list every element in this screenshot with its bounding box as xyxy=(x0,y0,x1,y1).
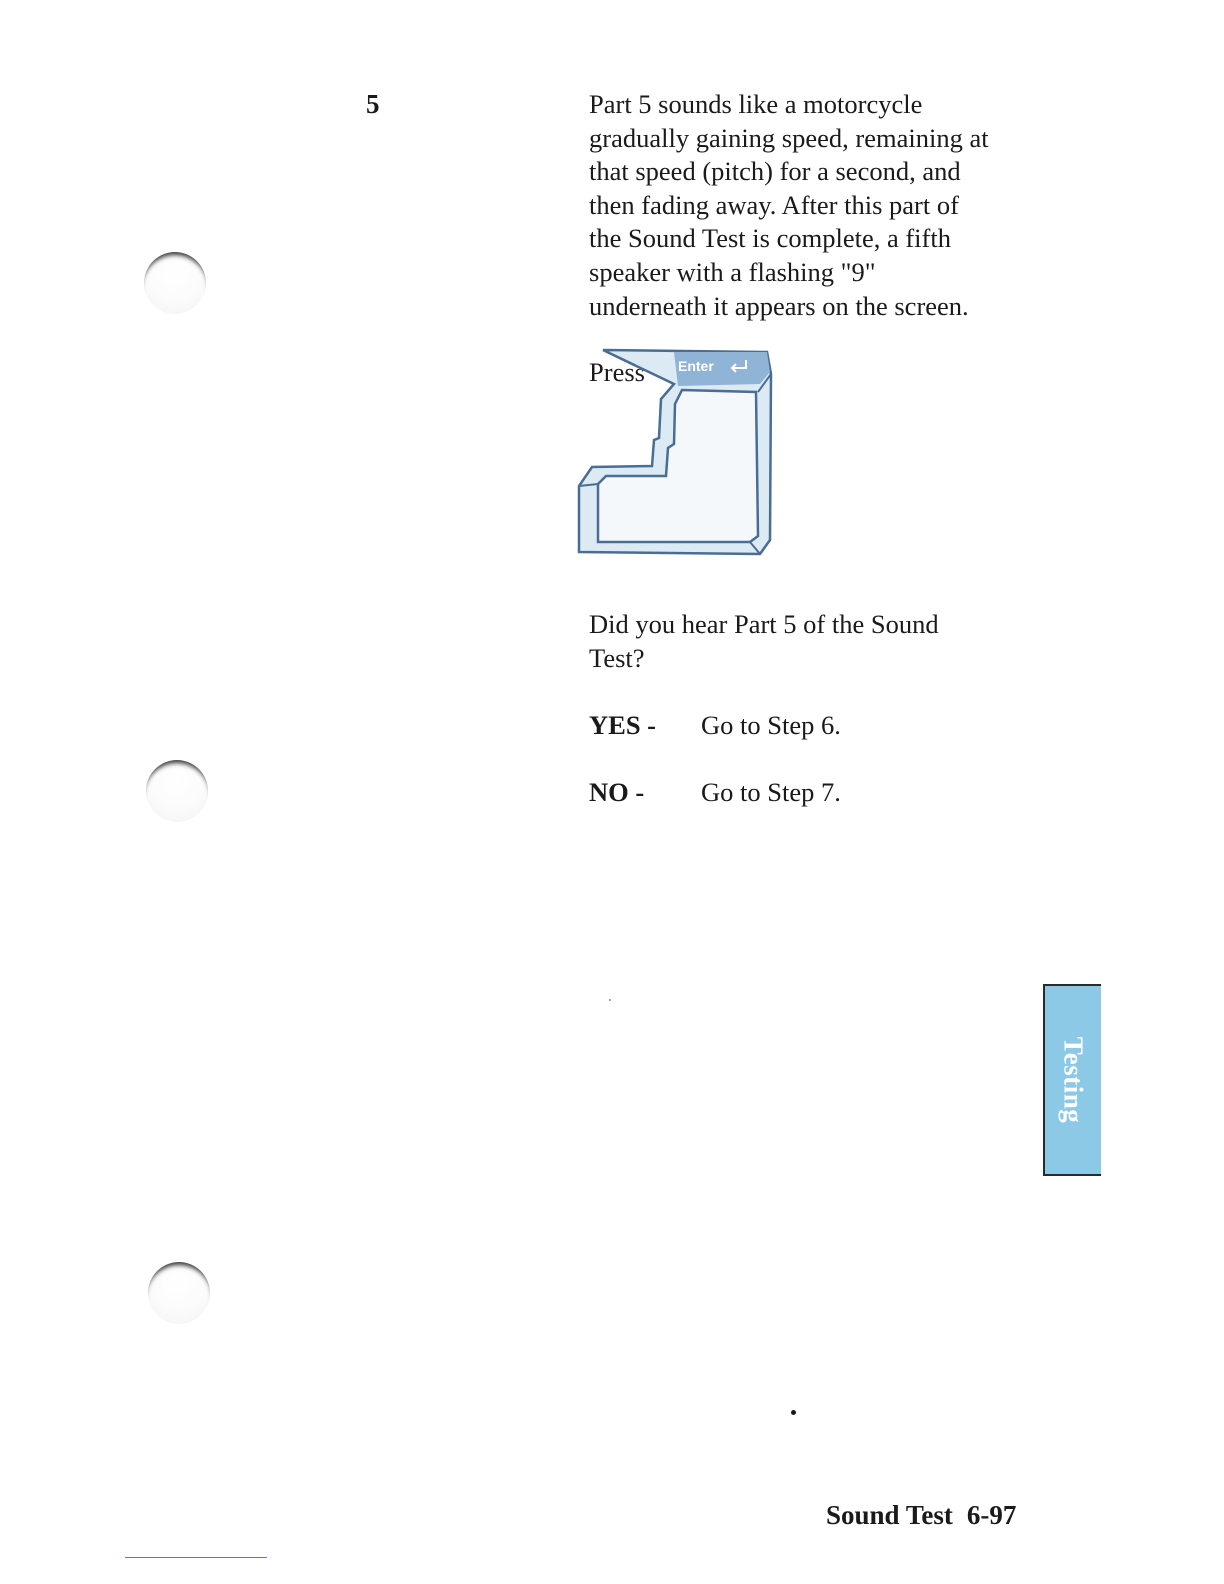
binder-hole-bottom xyxy=(148,1262,210,1324)
answer-yes-label: YES - xyxy=(589,710,657,740)
binder-hole-top xyxy=(144,252,206,314)
footer-section: Sound Test xyxy=(826,1500,953,1530)
footer-page-number: 6-97 xyxy=(966,1500,1017,1530)
enter-key-label: Enter xyxy=(678,358,714,374)
binder-hole-middle xyxy=(146,760,208,822)
answer-no-label: NO - xyxy=(589,777,645,807)
answer-yes xyxy=(589,709,841,742)
answer-no xyxy=(589,776,841,809)
answer-no-text: Go to Step 7. xyxy=(701,777,841,807)
stray-dot-small xyxy=(609,999,611,1001)
step-description: Part 5 sounds like a motorcycle gradually gaining speed, remaining at that speed (pitch) for a second, and then fading away. After this part of the Sound Test is complete, a fifth speaker with a flashing "9" underneath it appears on the screen. xyxy=(589,89,989,321)
enter-key-icon xyxy=(574,344,778,566)
answer-yes-text: Go to Step 6. xyxy=(701,710,841,740)
step-number: 5 xyxy=(366,89,380,119)
question-text: Did you hear Part 5 of the Sound Test? xyxy=(589,609,939,673)
stray-dot xyxy=(791,1410,796,1415)
section-tab-label: Testing xyxy=(1058,1036,1089,1124)
section-tab xyxy=(1043,984,1101,1176)
press-label: Press xyxy=(589,357,645,387)
bottom-rule xyxy=(125,1557,267,1558)
page-footer xyxy=(826,1499,1016,1532)
